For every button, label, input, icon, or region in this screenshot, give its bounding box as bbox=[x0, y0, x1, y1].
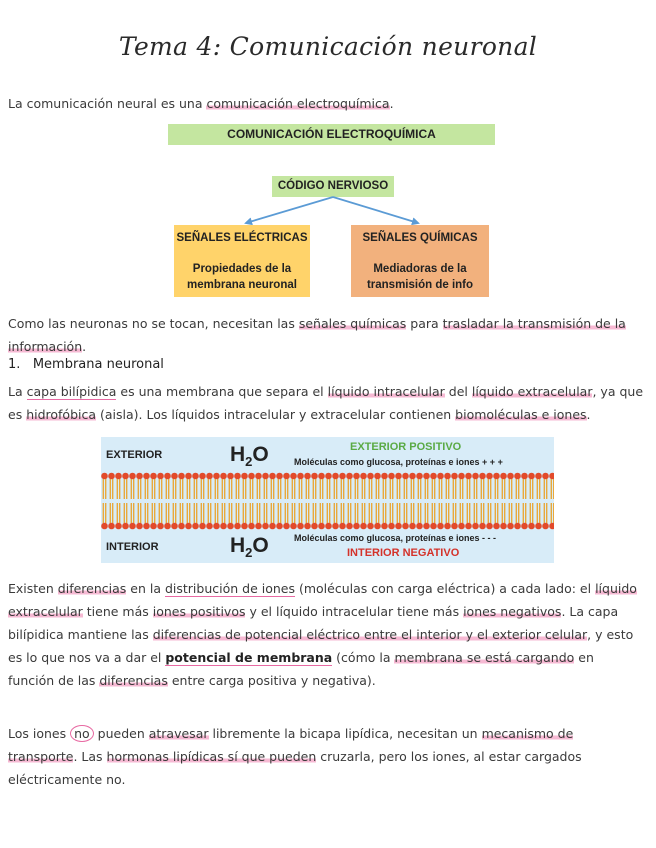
p4-e: (moléculas con carga eléctrica) a cada lado: el bbox=[294, 581, 596, 596]
p3-biomolecules: biomoléculas e iones bbox=[455, 407, 587, 422]
h2o-interior-sub: 2 bbox=[245, 545, 253, 561]
p4-extracellular: líquido extracelular bbox=[8, 581, 637, 619]
p2-text-e: . bbox=[82, 339, 87, 354]
chemical-signals-title: SEÑALES QUÍMICAS bbox=[362, 232, 478, 244]
p4-c: en la bbox=[126, 581, 165, 596]
p4-negative-ions: iones negativos bbox=[463, 604, 562, 619]
p5-no-circled: no bbox=[70, 725, 94, 742]
h2o-exterior-sub: 2 bbox=[245, 454, 253, 470]
electrical-signals-title: SEÑALES ELÉCTRICAS bbox=[176, 232, 308, 244]
electrical-signals-box bbox=[174, 225, 310, 297]
membrane-illustration bbox=[101, 437, 554, 563]
p4-q: en función de las bbox=[8, 650, 594, 688]
p2-text-c: para bbox=[406, 316, 443, 331]
p2-highlight-transfer: trasladar la transmisión de la información bbox=[8, 316, 626, 354]
p4-differences: diferencias bbox=[57, 581, 127, 596]
h2o-exterior-h: H bbox=[230, 443, 246, 466]
p3-hydrophobic: hidrofóbica bbox=[26, 407, 97, 422]
arrow-to-chemical bbox=[333, 197, 418, 223]
p3-g: , ya que es bbox=[8, 384, 644, 422]
p5-transport-mechanism: mecanismo de transporte bbox=[8, 726, 574, 764]
interior-label: INTERIOR bbox=[106, 541, 159, 553]
h2o-interior-h: H bbox=[230, 534, 246, 557]
p3-intracellular: líquido intracelular bbox=[327, 384, 445, 399]
electrochemical-communication-bar: COMUNICACIÓN ELECTROQUÍMICA bbox=[168, 124, 495, 145]
chemical-signals-box bbox=[351, 225, 489, 297]
p5-cross: atravesar bbox=[148, 726, 209, 741]
p5-c: pueden bbox=[93, 726, 149, 741]
p4-positive-ions: iones positivos bbox=[152, 604, 246, 619]
p4-m: , y esto es lo que nos va a dar el bbox=[8, 627, 634, 665]
p4-a: Existen bbox=[8, 581, 58, 596]
paragraph-bilayer bbox=[8, 380, 644, 426]
intro-text: La comunicación neural es una bbox=[8, 96, 207, 111]
intro-end: . bbox=[389, 96, 394, 111]
h2o-exterior bbox=[230, 443, 269, 469]
h2o-exterior-o: O bbox=[252, 443, 269, 466]
p2-text-a: Como las neuronas no se tocan, necesitan las bbox=[8, 316, 299, 331]
p3-k: . bbox=[586, 407, 591, 422]
p4-potential-difference: diferencias de potencial eléctrico entre el interior y el exterior celular bbox=[152, 627, 588, 642]
paragraph-ion-distribution bbox=[8, 577, 644, 692]
p4-ion-distribution: distribución de iones bbox=[164, 581, 295, 596]
p5-e: libremente la bicapa lipídica, necesitan un bbox=[208, 726, 482, 741]
p3-c: es una membrana que separa el bbox=[116, 384, 328, 399]
section-heading-membrane bbox=[8, 357, 164, 372]
p5-g: . Las bbox=[73, 749, 107, 764]
p5-i: cruzarla, pero los iones, al estar cargados eléctricamente no. bbox=[8, 749, 582, 787]
interior-negative-label: INTERIOR NEGATIVO bbox=[347, 547, 460, 559]
electrical-signals-sub-1: Propiedades de la bbox=[192, 263, 292, 275]
exterior-label: EXTERIOR bbox=[106, 449, 163, 461]
p4-membrane-potential: potencial de membrana bbox=[165, 650, 333, 665]
section-title: Membrana neuronal bbox=[32, 357, 164, 372]
paragraph-ion-transport bbox=[8, 722, 644, 791]
chemical-signals-sub-1: Mediadoras de la bbox=[373, 263, 467, 275]
p5-lipid-hormones: hormonas lipídicas sí que pueden bbox=[106, 749, 317, 764]
p4-i: y el líquido intracelular tiene más bbox=[245, 604, 464, 619]
chemical-signals-sub-2: transmisión de info bbox=[366, 279, 474, 291]
p4-o: (cómo la bbox=[332, 650, 395, 665]
interior-molecules: Moléculas como glucosa, proteínas e iones - - - bbox=[294, 533, 497, 543]
intro-highlight: comunicación electroquímica bbox=[206, 96, 390, 111]
h2o-interior-o: O bbox=[252, 534, 269, 557]
exterior-positive-label: EXTERIOR POSITIVO bbox=[350, 441, 462, 453]
p3-a: La bbox=[8, 384, 27, 399]
p5-a: Los iones bbox=[8, 726, 71, 741]
p2-highlight-signals: señales químicas bbox=[298, 316, 407, 331]
p3-i: (aisla). Los líquidos intracelular y extracelular contienen bbox=[96, 407, 456, 422]
paragraph-neurons bbox=[8, 312, 644, 358]
nervous-code-box: CÓDIGO NERVIOSO bbox=[272, 176, 394, 197]
p4-g: tiene más bbox=[82, 604, 153, 619]
lipid-bilayer bbox=[101, 472, 554, 530]
arrow-to-electrical bbox=[246, 197, 333, 223]
electrical-signals-sub-2: membrana neuronal bbox=[187, 279, 297, 291]
p4-differences-2: diferencias bbox=[99, 673, 168, 688]
p3-bilayer: capa bilípidica bbox=[26, 384, 117, 399]
p3-e: del bbox=[444, 384, 472, 399]
p4-k: . La capa bilípidica mantiene las bbox=[8, 604, 619, 642]
h2o-interior bbox=[230, 534, 269, 560]
p3-extracellular: líquido extracelular bbox=[471, 384, 593, 399]
p4-charging: membrana se está cargando bbox=[394, 650, 575, 665]
page-title: Tema 4: Comunicación neuronal bbox=[118, 32, 538, 61]
exterior-molecules: Moléculas como glucosa, proteínas e iones + + + bbox=[294, 457, 503, 467]
p4-s: entre carga positiva y negativa). bbox=[167, 673, 376, 688]
section-number: 1. bbox=[8, 357, 21, 372]
